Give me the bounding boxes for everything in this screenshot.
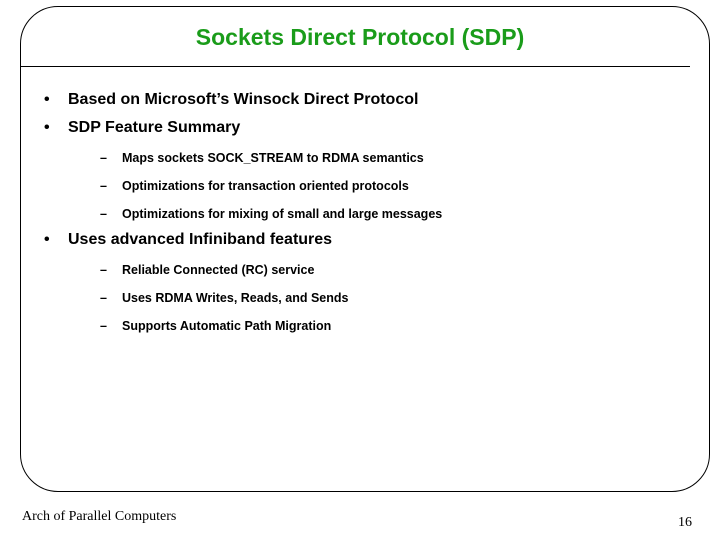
sub-bullet-text: Uses RDMA Writes, Reads, and Sends (122, 291, 349, 305)
bullet-item (44, 231, 332, 249)
sub-bullet-text: Reliable Connected (RC) service (122, 263, 315, 277)
dash-glyph: – (100, 291, 107, 305)
sub-bullet-text: Optimizations for mixing of small and large messages (122, 207, 443, 221)
sub-bullet-item (100, 179, 409, 193)
bullet-text: SDP Feature Summary (68, 119, 241, 136)
bullet-glyph: • (44, 231, 50, 248)
dash-glyph: – (100, 319, 107, 333)
sub-bullet-item (100, 319, 331, 333)
dash-glyph: – (100, 263, 107, 277)
slide-title: Sockets Direct Protocol (SDP) (195, 24, 525, 50)
sub-bullet-item (100, 207, 442, 221)
bullet-item (44, 91, 418, 109)
bullet-text: Uses advanced Infiniband features (68, 231, 333, 248)
sub-bullet-text: Optimizations for transaction oriented protocols (122, 179, 409, 193)
bullet-text: Based on Microsoft’s Winsock Direct Protocol (68, 91, 419, 108)
sub-bullet-item (100, 151, 424, 165)
dash-glyph: – (100, 179, 107, 193)
sub-bullet-item (100, 263, 314, 277)
sub-bullet-item (100, 291, 348, 305)
bullet-glyph: • (44, 119, 50, 136)
page-number: 16 (678, 515, 692, 530)
bullet-glyph: • (44, 91, 50, 108)
footer-course-title: Arch of Parallel Computers (22, 509, 177, 524)
sub-bullet-text: Maps sockets SOCK_STREAM to RDMA semantics (122, 151, 424, 165)
dash-glyph: – (100, 207, 107, 221)
bullet-item (44, 119, 240, 137)
dash-glyph: – (100, 151, 107, 165)
sub-bullet-text: Supports Automatic Path Migration (122, 319, 332, 333)
